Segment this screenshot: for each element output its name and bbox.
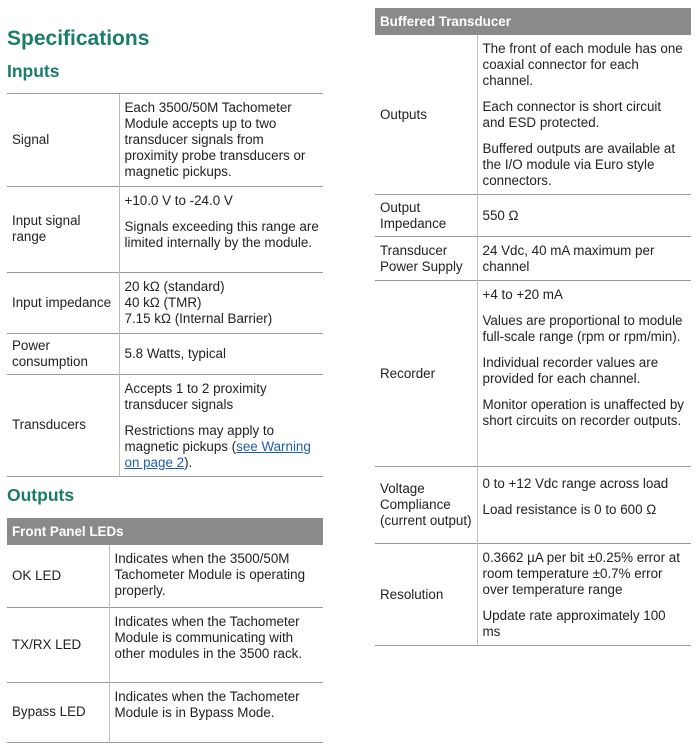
row-value: +10.0 V to -24.0 V <box>124 192 233 208</box>
row-label: TX/RX LED <box>12 636 82 652</box>
page-title: Specifications <box>7 27 150 50</box>
right-column <box>375 8 691 646</box>
table-row <box>7 682 323 742</box>
row-value: 550 Ω <box>482 208 519 223</box>
row-value: The front of each module has one coaxial connector for each channel. <box>482 41 683 88</box>
row-label: Voltage Compliance (current output) <box>380 481 472 528</box>
table-row <box>7 186 323 272</box>
row-value: Values are proportional to module full-scale range (rpm or rpm/min). <box>482 313 683 344</box>
table-row <box>375 544 691 646</box>
row-label: Bypass LED <box>12 704 86 719</box>
row-value: Individual recorder values are provided for each channel. <box>482 355 659 386</box>
row-value: Indicates when the 3500/50M Tachometer Module is operating properly. <box>114 551 306 598</box>
warning-link[interactable]: see Warning on page 2 <box>124 438 311 470</box>
row-value: 24 Vdc, 40 mA maximum per channel <box>482 243 655 274</box>
row-value: 40 kΩ (TMR) <box>124 294 202 310</box>
front-panel-table-wrap <box>7 518 323 743</box>
row-label: Recorder <box>380 365 436 381</box>
table-row <box>375 237 691 281</box>
row-value: Update rate approximately 100 ms <box>482 608 666 639</box>
inputs-heading: Inputs <box>7 61 60 81</box>
row-label: Transducer Power Supply <box>380 242 463 274</box>
row-value: Each 3500/50M Tachometer Module accepts up to two transducer signals from proximity probe transducers or magnetic pickups. <box>124 100 306 179</box>
row-value: Indicates when the Tachometer Module is in Bypass Mode. <box>114 688 300 720</box>
table-row <box>375 467 691 544</box>
table-row <box>7 374 323 476</box>
table-row <box>375 35 691 195</box>
row-label: Input signal range <box>12 213 81 244</box>
front-panel-header: Front Panel LEDs <box>7 518 323 545</box>
row-value: Buffered outputs are available at the I/O module via Euro style connectors. <box>482 141 676 188</box>
row-value: 0 to +12 Vdc range across load <box>482 476 669 491</box>
row-label: Output Impedance <box>380 199 447 231</box>
row-label: OK LED <box>12 567 62 583</box>
row-label: Signal <box>12 131 50 147</box>
table-row <box>7 94 323 186</box>
row-label: Outputs <box>380 106 427 122</box>
table-row <box>7 607 323 682</box>
row-value: Signals exceeding this range are limited internally by the module. <box>124 218 319 250</box>
row-value: Each connector is short circuit and ESD protected. <box>482 99 662 130</box>
buffered-transducer-header: Buffered Transducer <box>375 8 691 35</box>
row-value: 5.8 Watts, typical <box>124 346 226 361</box>
row-value: 20 kΩ (standard) <box>124 278 225 294</box>
row-value: Indicates when the Tachometer Module is communicating with other modules in the 3500 rack. <box>114 613 303 661</box>
table-row <box>375 281 691 467</box>
row-label: Resolution <box>380 586 444 602</box>
row-value: Accepts 1 to 2 proximity transducer signals <box>124 380 267 412</box>
table-row <box>7 333 323 374</box>
row-value: +4 to +20 mA <box>482 287 563 302</box>
row-value: Load resistance is 0 to 600 Ω <box>482 502 657 517</box>
table-row <box>7 272 323 333</box>
front-panel-table <box>7 545 323 743</box>
row-label: Input impedance <box>12 294 112 310</box>
buffered-table <box>375 35 691 646</box>
row-value: Monitor operation is unaffected by short circuits on recorder outputs. <box>482 397 684 428</box>
outputs-heading: Outputs <box>7 485 75 505</box>
table-row <box>7 545 323 607</box>
row-value: Restrictions may apply to magnetic pickups (see Warning on page 2). <box>124 422 311 470</box>
row-label: Transducers <box>12 417 86 432</box>
row-label: Power consumption <box>12 337 88 369</box>
row-value: 0.3662 µA per bit ±0.25% error at room temperature ±0.7% error over temperature range <box>482 550 680 597</box>
inputs-table-wrap <box>7 93 323 477</box>
row-value: 7.15 kΩ (Internal Barrier) <box>124 310 273 326</box>
inputs-table <box>7 94 323 477</box>
table-row <box>375 195 691 237</box>
